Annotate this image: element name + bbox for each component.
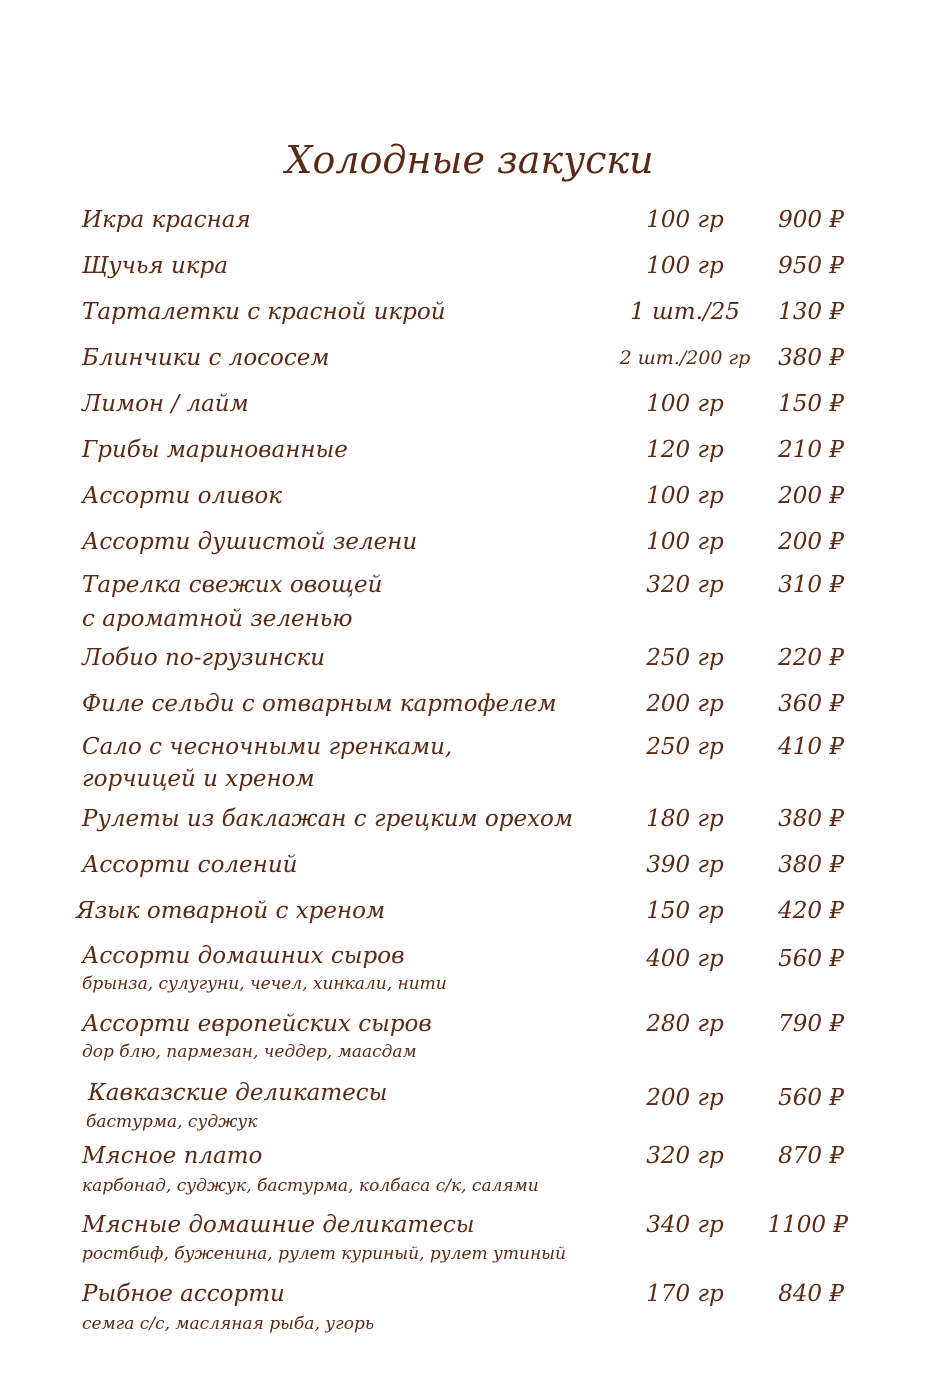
item-description: брынза, сулугуни, чечел, хинкали, нити: [82, 974, 447, 994]
page-title: Холодные закуски: [285, 138, 654, 182]
item-price: 130 ₽: [778, 299, 844, 325]
item-weight: 1 шт./25: [630, 299, 740, 325]
item-name-line2: горчицей и хреном: [82, 766, 315, 792]
item-weight: 340 гр: [646, 1212, 724, 1238]
item-price: 200 ₽: [778, 483, 844, 509]
item-name: Лобио по-грузински: [82, 645, 326, 671]
item-name: Кавказские деликатесы: [88, 1080, 388, 1106]
item-weight: 390 гр: [646, 852, 724, 878]
item-description: ростбиф, буженина, рулет куриный, рулет утиный: [82, 1244, 566, 1264]
item-name: Рулеты из баклажан с грецким орехом: [82, 806, 573, 832]
item-price: 420 ₽: [778, 898, 844, 924]
item-weight: 200 гр: [646, 1085, 724, 1111]
item-name: Ассорти душистой зелени: [82, 529, 418, 555]
item-price: 560 ₽: [778, 1085, 844, 1111]
item-price: 380 ₽: [778, 852, 844, 878]
item-name: Тарталетки с красной икрой: [82, 299, 446, 325]
item-weight: 100 гр: [646, 483, 724, 509]
item-price: 210 ₽: [778, 437, 844, 463]
item-price: 150 ₽: [778, 391, 844, 417]
item-name: Лимон / лайм: [82, 391, 249, 417]
item-name: Блинчики с лососем: [82, 345, 330, 371]
item-description: бастурма, суджук: [86, 1112, 258, 1132]
item-price: 380 ₽: [778, 345, 844, 371]
item-description: семга с/с, масляная рыба, угорь: [82, 1314, 375, 1334]
item-price: 310 ₽: [778, 572, 844, 598]
item-name: Ассорти домашних сыров: [82, 943, 405, 969]
item-weight: 250 гр: [646, 645, 724, 671]
item-name: Грибы маринованные: [82, 437, 348, 463]
item-name: Ассорти солений: [82, 852, 298, 878]
item-price: 950 ₽: [778, 253, 844, 279]
item-price: 410 ₽: [778, 734, 844, 760]
item-description: дор блю, пармезан, чеддер, маасдам: [82, 1042, 417, 1062]
item-weight: 320 гр: [646, 1143, 724, 1169]
item-weight: 120 гр: [646, 437, 724, 463]
item-price: 360 ₽: [778, 691, 844, 717]
item-weight: 400 гр: [646, 946, 724, 972]
item-name: Ассорти оливок: [82, 483, 282, 509]
item-name: Язык отварной с хреном: [76, 898, 386, 924]
item-name: Сало с чесночными гренками,: [82, 734, 453, 760]
item-price: 220 ₽: [778, 645, 844, 671]
item-weight: 100 гр: [646, 253, 724, 279]
item-price: 200 ₽: [778, 529, 844, 555]
item-name: Мясные домашние деликатесы: [82, 1212, 475, 1238]
item-name: Филе сельди с отварным картофелем: [82, 691, 557, 717]
item-weight: 100 гр: [646, 391, 724, 417]
item-weight: 100 гр: [646, 529, 724, 555]
item-name: Рыбное ассорти: [82, 1281, 285, 1307]
item-weight: 320 гр: [646, 572, 724, 598]
item-price: 870 ₽: [778, 1143, 844, 1169]
item-weight: 100 гр: [646, 207, 724, 233]
item-name-line2: с ароматной зеленью: [82, 606, 353, 632]
item-price: 790 ₽: [778, 1011, 844, 1037]
item-price: 560 ₽: [778, 946, 844, 972]
item-name: Щучья икра: [82, 253, 228, 279]
item-weight: 250 гр: [646, 734, 724, 760]
item-description: карбонад, суджук, бастурма, колбаса с/к, салями: [82, 1176, 539, 1196]
item-price: 900 ₽: [778, 207, 844, 233]
item-weight: 2 шт./200 гр: [619, 347, 751, 369]
item-price: 380 ₽: [778, 806, 844, 832]
item-name: Тарелка свежих овощей: [82, 572, 383, 598]
item-name: Мясное плато: [82, 1143, 263, 1169]
item-weight: 180 гр: [646, 806, 724, 832]
item-name: Икра красная: [82, 207, 251, 233]
item-weight: 150 гр: [646, 898, 724, 924]
item-weight: 200 гр: [646, 691, 724, 717]
item-weight: 170 гр: [646, 1281, 724, 1307]
item-price: 840 ₽: [778, 1281, 844, 1307]
item-name: Ассорти европейских сыров: [82, 1011, 432, 1037]
item-weight: 280 гр: [646, 1011, 724, 1037]
item-price: 1100 ₽: [767, 1212, 848, 1238]
